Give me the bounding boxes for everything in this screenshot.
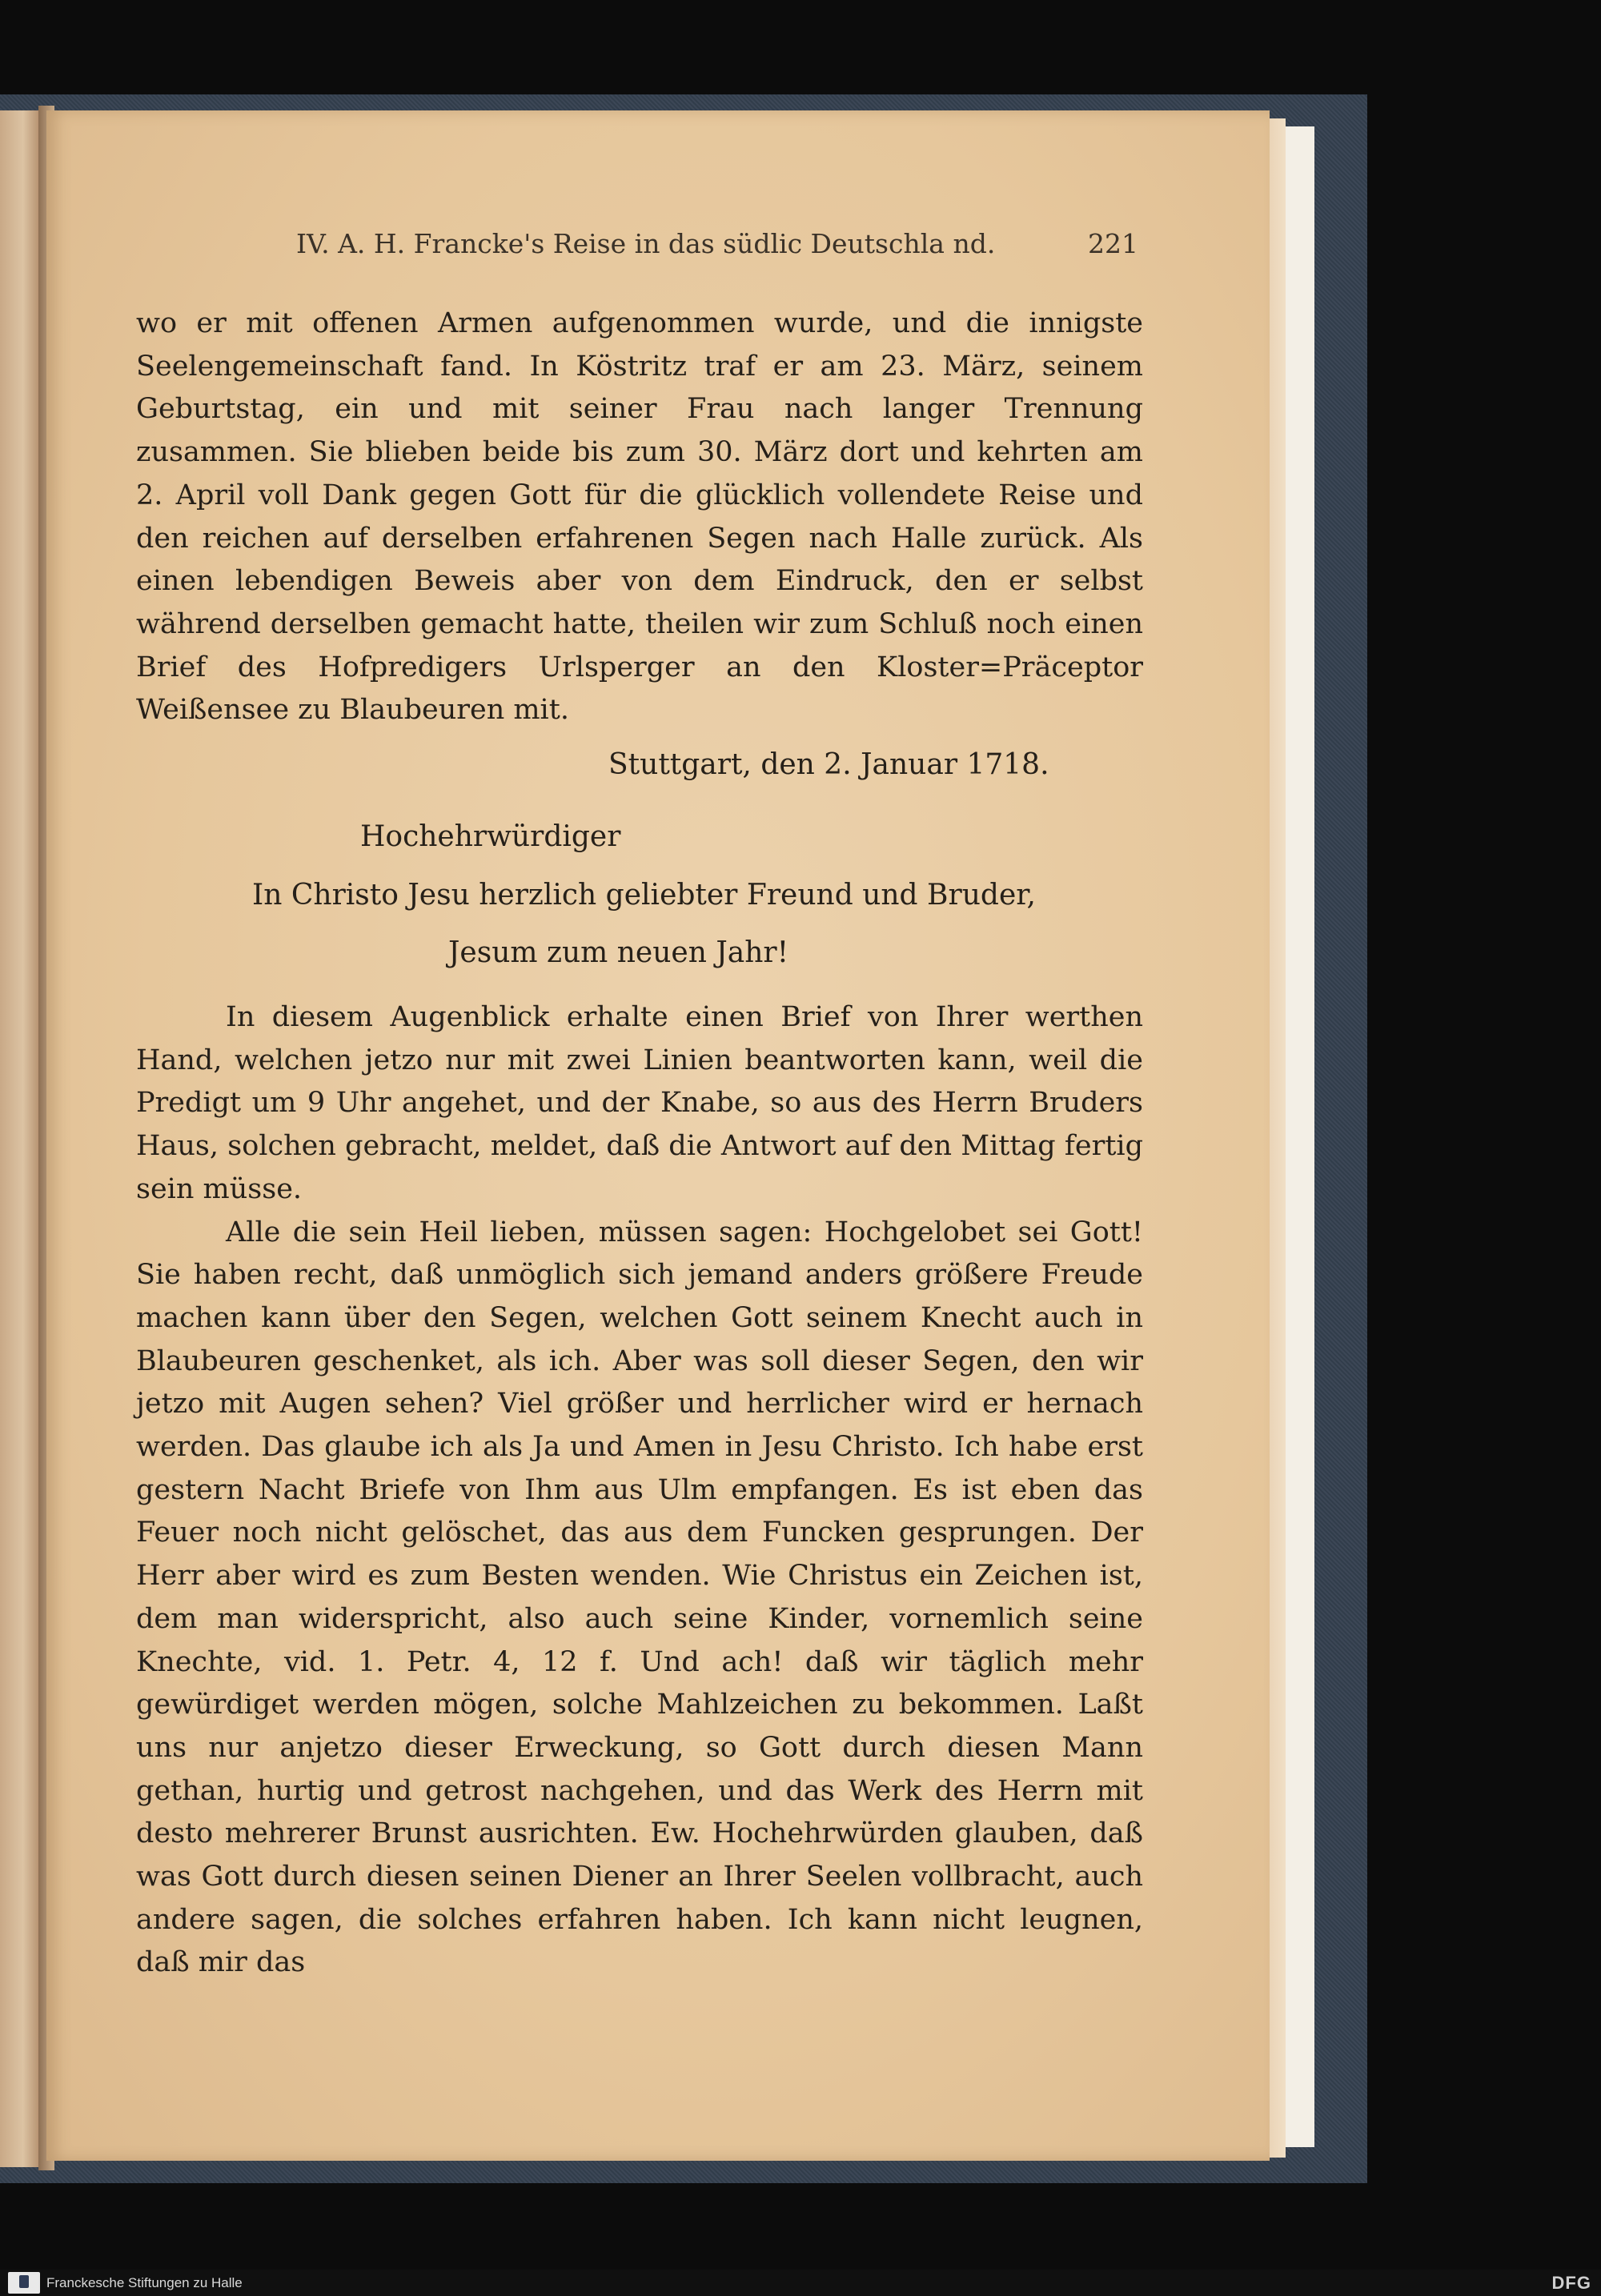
body-text-top — [136, 303, 1143, 732]
letter-body — [136, 996, 1143, 1985]
letter-salutation-greeting: Jesum zum neuen Jahr! — [448, 936, 789, 969]
viewer-footer — [0, 2270, 1601, 2296]
institution-logo-icon — [8, 2272, 40, 2294]
page-number: 221 — [1088, 228, 1138, 259]
previous-page-edge — [0, 110, 38, 2167]
institution-name: Franckesche Stiftungen zu Halle — [46, 2275, 243, 2290]
paragraph: Alle die sein Heil lieben, müssen sagen: Hochgelobet sei Gott! Sie haben recht, daß unmöglich sich jemand anders größere Freude machen kann über den Segen, welchen Gott seinem Knecht auch in Blaubeuren geschenket, als ich. Aber was soll dieser Segen, den wir jetzo mit Augen sehen? Viel größer und herrlicher wird er hernach werden. Das glaube ich als Ja und Amen in Jesu Christo. Ich habe erst gestern Nacht Briefe von Ihm aus Ulm empfangen. Es ist eben das Feuer noch nicht gelöschet, das aus dem Funcken gesprungen. Der Herr aber wird es zum Besten wenden. Wie Christus ein Zeichen ist, dem man widerspricht, also auch seine Kinder, vornemlich seine Knechte, vid. 1. Petr. 4, 12 f. Und ach! daß wir täglich mehr gewürdiget werden mögen, solche Mahlzeichen zu bekommen. Laßt uns nur anjetzo dieser Erweckung, so Gott durch diesen Mann gethan, hurtig und getrost nachgehen, und das Werk des Herrn mit desto mehrerer Brunst ausrichten. Ew. Hochehrwürden glauben, daß was Gott durch diesen seinen Diener an Ihrer Seelen vollbracht, auch andere sagen, die solches erfahren haben. Ich kann nicht leugnen, daß mir das — [136, 1216, 1143, 1979]
paragraph: In diesem Augenblick erhalte einen Brief von Ihrer werthen Hand, welchen jetzo nur mit zwei Linien beantworten kann, weil die Predigt um 9 Uhr angehet, und der Knabe, so aus des Herrn Bruders Haus, solchen gebracht, meldet, daß die Antwort auf den Mittag fertig sein müsse. — [136, 1001, 1143, 1205]
letter-dateline: Stuttgart, den 2. Januar 1718. — [608, 748, 1049, 781]
letter-salutation-title: Hochehrwürdiger — [360, 820, 621, 853]
running-head-title: IV. A. H. Francke's Reise in das südlic Deutschla nd. — [296, 228, 996, 259]
running-head — [296, 228, 1138, 276]
dfg-logo: DFG — [1551, 2273, 1591, 2293]
paragraph: wo er mit offenen Armen aufgenommen wurde, und die innigste Seelengemeinschaft fand. In Köstritz traf er am 23. März, seinem Geburtstag, ein und mit seiner Frau nach langer Trennung zusammen. Sie blieben beide bis zum 30. März dort und kehrten am 2. April voll Dank gegen Gott für die glücklich vollendete Reise und den reichen auf derselben erfahrenen Segen nach Halle zurück. Als einen lebendigen Beweis aber von dem Eindruck, den er selbst während derselben gemacht hatte, theilen wir zum Schluß noch einen Brief des Hofpredigers Urlsperger an den Kloster=Präceptor Weißensee zu Blaubeuren mit. — [136, 307, 1143, 727]
letter-salutation-address: In Christo Jesu herzlich geliebter Freund und Bruder, — [252, 879, 1036, 912]
